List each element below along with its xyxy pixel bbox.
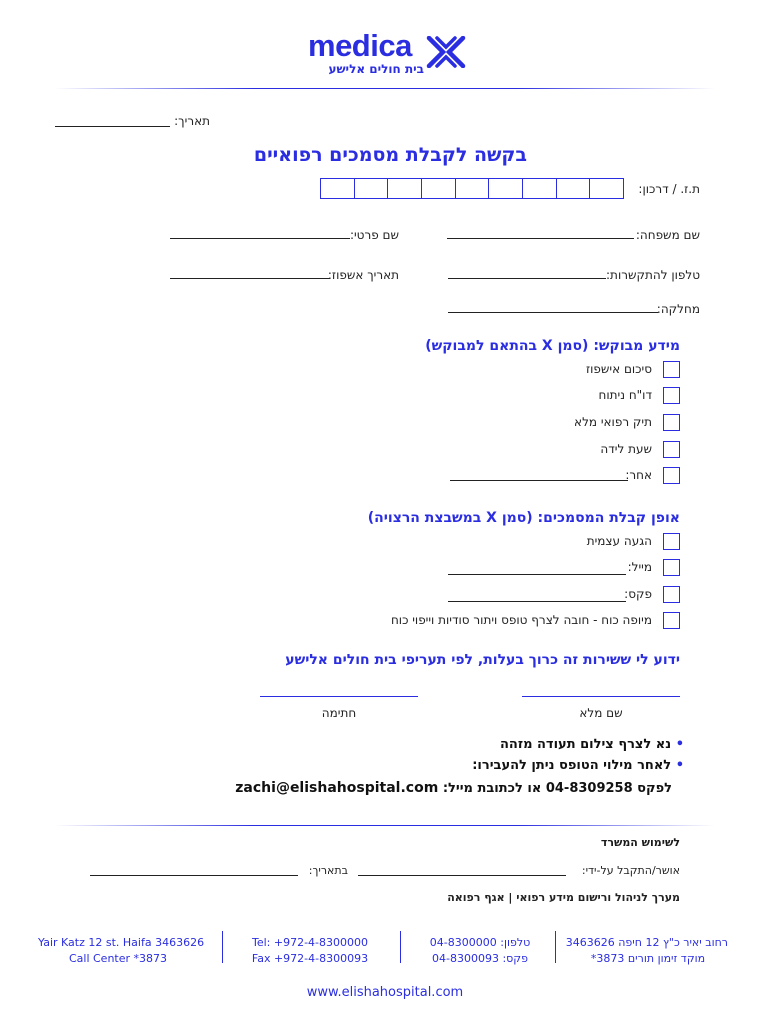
date-field[interactable] bbox=[55, 126, 170, 127]
footer-separator bbox=[400, 931, 401, 963]
instruction-fax-email bbox=[235, 780, 672, 796]
bullet-icon: • bbox=[675, 758, 684, 773]
office-date-field[interactable] bbox=[90, 875, 298, 876]
checkbox-fax[interactable] bbox=[663, 586, 680, 603]
id-digit-box[interactable] bbox=[387, 179, 421, 198]
first-name-field[interactable] bbox=[170, 238, 350, 239]
footer-phone-en-line1: Tel: +972-4-8300000 bbox=[251, 936, 368, 949]
id-label: ת.ז. / דרכון: bbox=[638, 182, 700, 196]
website-link[interactable]: www.elishahospital.com bbox=[306, 985, 464, 1000]
checkbox-full-medical-file[interactable] bbox=[663, 414, 680, 431]
admission-date-field[interactable] bbox=[170, 278, 330, 279]
footer-address-en-line1: Yair Katz 12 st. Haifa 3463626 bbox=[38, 936, 205, 949]
footer-address-he bbox=[565, 935, 728, 967]
option-email: מייל: bbox=[627, 560, 652, 574]
office-divider bbox=[55, 825, 715, 826]
logo-icon bbox=[425, 36, 467, 68]
footer-address-en-line2: Call Center *3873 bbox=[68, 952, 168, 965]
admission-date-label: תאריך אשפוז: bbox=[327, 268, 399, 282]
footer-phone-he bbox=[420, 935, 540, 967]
contact-email-link[interactable]: zachi@elishahospital.com bbox=[235, 780, 439, 796]
option-other: אחר: bbox=[625, 468, 652, 482]
last-name-field[interactable] bbox=[447, 238, 634, 239]
instruction-line-1: נא לצרף צילום תעודה מזהה bbox=[500, 737, 672, 752]
checkbox-power-of-attorney[interactable] bbox=[663, 612, 680, 629]
page-title: בקשה לקבלת מסמכים רפואיים bbox=[253, 144, 527, 166]
full-name-label: שם מלא bbox=[579, 706, 623, 720]
other-field[interactable] bbox=[450, 480, 628, 481]
checkbox-self-pickup[interactable] bbox=[663, 533, 680, 550]
email-field[interactable] bbox=[448, 574, 626, 575]
instruction-id-copy bbox=[500, 737, 684, 752]
option-discharge-summary: סיכום אישפוז bbox=[586, 362, 652, 376]
office-date-label: בתאריך: bbox=[308, 864, 348, 877]
logo-wordmark: medica bbox=[308, 28, 412, 63]
office-department: מערך לניהול ורישום מידע רפואי | אגף רפואה bbox=[447, 891, 680, 904]
first-name-label: שם פרטי: bbox=[349, 228, 399, 242]
checkbox-discharge-summary[interactable] bbox=[663, 361, 680, 378]
department-field[interactable] bbox=[448, 312, 658, 313]
id-digit-box[interactable] bbox=[522, 179, 556, 198]
fax-field[interactable] bbox=[448, 601, 626, 602]
footer-phone-en-line2: Fax +972-4-8300093 bbox=[251, 952, 369, 965]
phone-label: טלפון להתקשרות: bbox=[606, 268, 700, 282]
id-digit-box[interactable] bbox=[556, 179, 590, 198]
footer-address-en bbox=[38, 935, 205, 967]
footer-phone-en bbox=[240, 935, 380, 967]
id-digit-box[interactable] bbox=[321, 179, 354, 198]
instruction-line-2: לאחר מילוי הטופס ניתן להעבירו: bbox=[472, 758, 672, 773]
footer-address-he-line2: מוקד זימון תורים 3873* bbox=[590, 952, 706, 965]
signature-line[interactable] bbox=[260, 696, 418, 697]
id-digit-box[interactable] bbox=[455, 179, 489, 198]
option-surgery-report: דו"ח ניתוח bbox=[598, 388, 652, 402]
delivery-heading: אופן קבלת המסמכים: (סמן X במשבצת הרצויה) bbox=[367, 510, 680, 526]
id-digit-box[interactable] bbox=[589, 179, 623, 198]
option-self-pickup: הגעה עצמית bbox=[586, 534, 652, 548]
option-power-of-attorney: מיופה כוח - חובה לצרף טופס ויתור סודיות וייפוי כוח bbox=[390, 613, 652, 627]
instruction-submit bbox=[472, 758, 684, 773]
id-number-boxes[interactable] bbox=[320, 178, 624, 199]
header-divider bbox=[55, 88, 715, 89]
office-use-title: לשימוש המשרד bbox=[600, 836, 680, 849]
footer-separator bbox=[222, 931, 223, 963]
phone-field[interactable] bbox=[448, 278, 606, 279]
department-label: מחלקה: bbox=[656, 302, 700, 316]
footer-separator bbox=[555, 931, 556, 963]
option-fax: פקס: bbox=[624, 587, 652, 601]
full-name-signature-line[interactable] bbox=[522, 696, 680, 697]
option-birth-time: שעת לידה bbox=[600, 442, 652, 456]
footer-address-he-line1: רחוב יאיר כ"ץ 12 חיפה 3463626 bbox=[565, 936, 728, 949]
requested-info-heading: מידע מבוקש: (סמן X בהתאם למבוקש) bbox=[425, 338, 680, 354]
id-digit-box[interactable] bbox=[354, 179, 388, 198]
id-digit-box[interactable] bbox=[488, 179, 522, 198]
last-name-label: שם משפחה: bbox=[635, 228, 700, 242]
checkbox-email[interactable] bbox=[663, 559, 680, 576]
footer-phone-he-line1: טלפון: 04-8300000 bbox=[429, 936, 531, 949]
id-digit-box[interactable] bbox=[421, 179, 455, 198]
approved-by-field[interactable] bbox=[358, 875, 566, 876]
logo bbox=[308, 28, 468, 76]
bullet-icon: • bbox=[675, 737, 684, 752]
footer-phone-he-line2: פקס: 04-8300093 bbox=[432, 952, 528, 965]
signature-label: חתימה bbox=[321, 706, 357, 720]
logo-subtitle: בית חולים אלישע bbox=[328, 62, 424, 76]
checkbox-surgery-report[interactable] bbox=[663, 387, 680, 404]
instruction-line-3: לפקס 04-8309258 או לכתובת מייל: bbox=[442, 781, 672, 796]
checkbox-birth-time[interactable] bbox=[663, 441, 680, 458]
option-full-medical-file: תיק רפואי מלא bbox=[574, 415, 652, 429]
cost-notice: ידוע לי ששירות זה כרוך בעלות, לפי תעריפי בית חולים אלישע bbox=[285, 652, 680, 668]
approved-by-label: אושר/התקבל על-ידי: bbox=[581, 864, 680, 877]
date-label: תאריך: bbox=[174, 114, 210, 128]
checkbox-other[interactable] bbox=[663, 467, 680, 484]
